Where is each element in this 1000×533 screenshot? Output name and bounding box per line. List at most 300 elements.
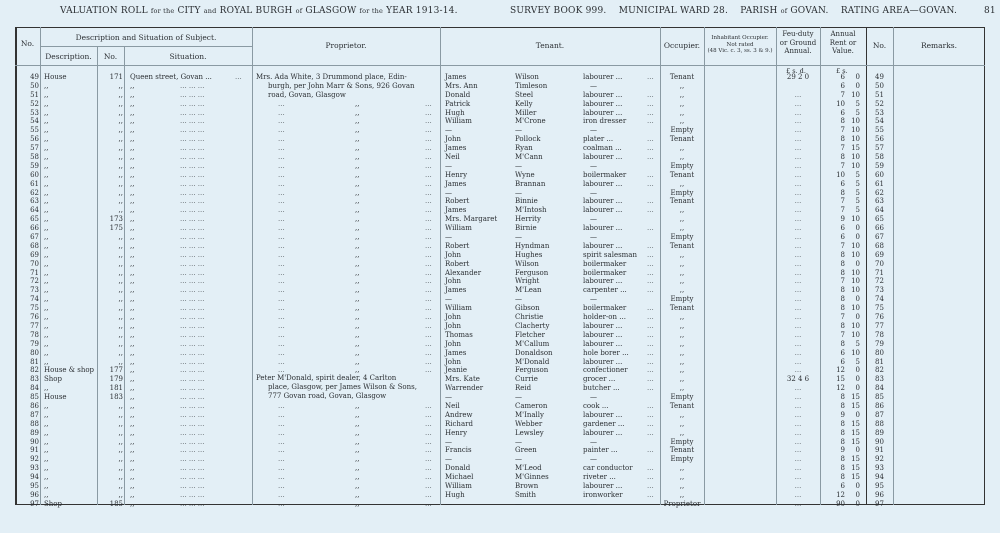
proprietor-ditto: ,, (355, 108, 360, 117)
rent-pounds: 8 (840, 428, 845, 437)
description: ,, (44, 99, 49, 108)
tenant-occupation: boilermaker (583, 170, 627, 179)
description: ,, (44, 153, 49, 162)
tenant-surname: Wilson (515, 259, 539, 268)
rent-pounds: 8 (840, 401, 845, 410)
entry-number-right: 79 (875, 339, 884, 348)
table-row (0, 91, 1000, 100)
occupier-status: Proprietor (663, 499, 701, 508)
tenant-first-name: John (445, 357, 462, 366)
tenant-occupation: iron dresser (583, 117, 627, 126)
entry-number: 56 (30, 135, 39, 144)
tenant-first-name: John (445, 135, 462, 144)
feu-duty: ... (794, 428, 802, 437)
situation: ,, (130, 126, 135, 135)
tenant-first-name: — (445, 188, 452, 197)
tenant-surname: Ferguson (515, 268, 549, 277)
tenant-surname: Cameron (515, 401, 548, 410)
rent-shillings: 5 (855, 339, 860, 348)
situation: ,, (130, 286, 135, 295)
feu-duty: ... (794, 295, 802, 304)
table-row (0, 482, 1000, 491)
situation: ,, (130, 366, 135, 375)
rent-shillings: 0 (855, 295, 860, 304)
situation: ,, (130, 250, 135, 259)
occupation-leader: ... (647, 286, 654, 295)
feu-duty: ... (794, 304, 802, 313)
rent-pounds: 8 (840, 473, 845, 482)
proprietor-leader: ... (425, 330, 432, 339)
rent-shillings: 5 (855, 206, 860, 215)
situation: ,, (130, 304, 135, 313)
table-row (0, 340, 1000, 349)
occupation-leader: ... (647, 90, 654, 99)
feu-line: or Ground (779, 38, 817, 47)
proprietor-line: Peter M'Donald, spirit dealer, 4 Carlton (256, 374, 397, 383)
occupier-status: ,, (679, 428, 685, 437)
rent-shillings: 10 (851, 90, 860, 99)
rent-shillings: 10 (851, 330, 860, 339)
feu-duty: ... (794, 321, 802, 330)
situation-leader: ... (235, 73, 242, 81)
occupier-status: ,, (679, 464, 685, 473)
table-row (0, 286, 1000, 295)
proprietor-leader: ... (278, 188, 285, 197)
occupation-leader: ... (647, 428, 654, 437)
tenant-occupation: confectioner (583, 366, 628, 375)
rent-shillings: 5 (855, 179, 860, 188)
col-header-no: No. (20, 39, 35, 48)
tenant-first-name: — (445, 161, 452, 170)
tenant-first-name: Hugh (445, 490, 465, 499)
tenant-first-name: Donald (445, 90, 471, 99)
proprietor-ditto: ,, (355, 215, 360, 224)
proprietor-ditto: ,, (355, 446, 360, 455)
entry-number: 62 (30, 188, 39, 197)
occupation-leader: ... (647, 153, 654, 162)
tenant-surname: M'Cann (515, 153, 543, 162)
tenant-surname: — (515, 161, 522, 170)
feu-duty: ... (794, 161, 802, 170)
street-number: ,, (118, 446, 123, 455)
description: ,, (44, 295, 49, 304)
entry-number-right: 50 (875, 81, 884, 90)
entry-number-right: 89 (875, 428, 884, 437)
entry-number: 92 (30, 455, 39, 464)
situation: ,, (130, 348, 135, 357)
situation: ,, (130, 179, 135, 188)
rent-shillings: 15 (851, 437, 860, 446)
tenant-surname: Steel (515, 90, 534, 99)
occupier-status: ,, (679, 153, 685, 162)
table-row (0, 411, 1000, 420)
tenant-occupation: labourer ... (583, 224, 623, 233)
feu-duty: ... (794, 277, 802, 286)
tenant-surname: — (515, 126, 522, 135)
feu-units: £ s. d. (786, 67, 806, 75)
entry-number: 75 (30, 304, 39, 313)
title-part: for the (359, 7, 384, 15)
rent-shillings: 5 (855, 188, 860, 197)
street-number: 177 (109, 366, 123, 375)
description: ,, (44, 437, 49, 446)
entry-number: 91 (30, 446, 39, 455)
proprietor-leader: ... (425, 357, 432, 366)
tenant-surname: — (515, 233, 522, 242)
description: ,, (44, 481, 49, 490)
tenant-surname: Fletcher (515, 330, 545, 339)
feu-duty: ... (794, 179, 802, 188)
rent-shillings: 0 (855, 81, 860, 90)
street-number: ,, (118, 250, 123, 259)
occupation-leader: ... (647, 348, 654, 357)
entry-number: 63 (30, 197, 39, 206)
occupation-leader: ... (647, 313, 654, 322)
occupation-leader: ... (647, 384, 654, 393)
street-number: 173 (109, 215, 123, 224)
proprietor-leader: ... (425, 339, 432, 348)
occupier-status: Empty (670, 161, 694, 170)
proprietor-ditto: ,, (355, 366, 360, 375)
proprietor-ditto: ,, (355, 179, 360, 188)
situation: ,, (130, 117, 135, 126)
proprietor-leader: ... (425, 455, 432, 464)
rent-shillings: 0 (855, 481, 860, 490)
rent-pounds: 8 (840, 188, 845, 197)
occupation-leader: ... (647, 179, 654, 188)
rent-pounds: 8 (840, 393, 845, 402)
street-number: ,, (118, 277, 123, 286)
rent-pounds: 10 (836, 99, 845, 108)
entry-number: 53 (30, 108, 39, 117)
proprietor-leader: ... (278, 206, 285, 215)
entry-number-right: 54 (875, 117, 884, 126)
occupier-status: ,, (679, 330, 685, 339)
situation: ,, (130, 321, 135, 330)
table-row (0, 73, 1000, 82)
tenant-first-name: John (445, 313, 462, 322)
occupier-status: ,, (679, 117, 685, 126)
rent-pounds: 12 (836, 490, 845, 499)
rent-shillings: 0 (855, 490, 860, 499)
occupier-status: ,, (679, 259, 685, 268)
entry-number: 79 (30, 339, 39, 348)
entry-number: 60 (30, 170, 39, 179)
proprietor-leader: ... (278, 215, 285, 224)
title-part: CITY (177, 6, 201, 16)
proprietor-ditto: ,, (355, 250, 360, 259)
table-row (0, 171, 1000, 180)
situation: ,, (130, 464, 135, 473)
street-number: ,, (118, 419, 123, 428)
feu-duty: ... (794, 153, 802, 162)
entry-number: 86 (30, 401, 39, 410)
tenant-first-name: Michael (445, 473, 474, 482)
situation: ,, (130, 490, 135, 499)
tenant-surname: Hyndman (515, 241, 550, 250)
proprietor-leader: ... (278, 321, 285, 330)
tenant-surname: Wyne (515, 170, 535, 179)
tenant-occupation: grocer ... (583, 375, 616, 384)
proprietor-ditto: ,, (355, 135, 360, 144)
entry-number: 84 (30, 384, 39, 393)
rent-units: £ s. (836, 67, 848, 75)
table-row (0, 429, 1000, 438)
tenant-first-name: Alexander (445, 268, 482, 277)
tenant-surname: Binnie (515, 197, 538, 206)
description: ,, (44, 473, 49, 482)
tenant-occupation: labourer ... (583, 90, 623, 99)
tenant-occupation: boilermaker (583, 259, 627, 268)
entry-number: 59 (30, 161, 39, 170)
entry-number: 61 (30, 179, 39, 188)
entry-number: 55 (30, 126, 39, 135)
situation: ,, (130, 188, 135, 197)
table-row (0, 304, 1000, 313)
description: ,, (44, 348, 49, 357)
tenant-surname: — (515, 188, 522, 197)
proprietor-ditto: ,, (355, 490, 360, 499)
entry-number-right: 96 (875, 490, 884, 499)
tenant-occupation: — (590, 393, 597, 402)
proprietor-ditto: ,, (355, 188, 360, 197)
entry-number-right: 65 (875, 215, 884, 224)
table-row (0, 215, 1000, 224)
proprietor-leader: ... (278, 348, 285, 357)
situation-leader: ... ... ... (180, 286, 205, 295)
parish-name: GOVAN. (790, 6, 829, 16)
street-number: ,, (118, 179, 123, 188)
situation: ,, (130, 499, 135, 508)
tenant-occupation: labourer ... (583, 241, 623, 250)
table-row (0, 189, 1000, 198)
street-number: ,, (118, 90, 123, 99)
proprietor-ditto: ,, (355, 206, 360, 215)
situation-leader: ... ... ... (180, 393, 205, 402)
rent-shillings: 0 (855, 73, 860, 81)
situation: ,, (130, 215, 135, 224)
tenant-first-name: — (445, 233, 452, 242)
feu-duty: ... (794, 490, 802, 499)
tenant-occupation: labourer ... (583, 108, 623, 117)
street-number: ,, (118, 437, 123, 446)
description: ,, (44, 304, 49, 313)
proprietor-ditto: ,, (355, 428, 360, 437)
entry-number-right: 60 (875, 170, 884, 179)
situation-leader: ... ... ... (180, 81, 205, 90)
occupier-status: Empty (670, 437, 694, 446)
proprietor-leader: ... (278, 339, 285, 348)
description: ,, (44, 384, 49, 393)
tenant-surname: Wright (515, 277, 540, 286)
proprietor-ditto: ,, (355, 295, 360, 304)
street-number: 179 (109, 375, 123, 384)
proprietor-leader: ... (425, 144, 432, 153)
feu-duty: 29 2 0 (786, 73, 810, 81)
tenant-surname: Pollock (515, 135, 541, 144)
rent-shillings: 5 (855, 99, 860, 108)
tenant-surname: Lewsley (515, 428, 544, 437)
situation-leader: ... ... ... (180, 446, 205, 455)
feu-duty: ... (794, 437, 802, 446)
table-row (0, 438, 1000, 447)
description: ,, (44, 490, 49, 499)
proprietor-ditto: ,, (355, 321, 360, 330)
proprietor-ditto: ,, (355, 339, 360, 348)
tenant-occupation: labourer ... (583, 357, 623, 366)
entry-number-right: 49 (875, 73, 884, 81)
feu-duty: ... (794, 188, 802, 197)
entry-number-right: 82 (875, 366, 884, 375)
situation-leader: ... ... ... (180, 473, 205, 482)
proprietor-leader: ... (425, 135, 432, 144)
situation-leader: ... ... ... (180, 428, 205, 437)
tenant-occupation: labourer ... (583, 410, 623, 419)
feu-duty: ... (794, 241, 802, 250)
rent-pounds: 7 (840, 90, 845, 99)
table-row (0, 393, 1000, 402)
tenant-surname: M'Lean (515, 286, 542, 295)
rent-shillings: 0 (855, 446, 860, 455)
tenant-first-name: William (445, 304, 472, 313)
situation-leader: ... ... ... (180, 410, 205, 419)
tenant-first-name: William (445, 117, 472, 126)
entry-number-right: 75 (875, 304, 884, 313)
rent-pounds: 6 (840, 357, 845, 366)
situation: ,, (130, 153, 135, 162)
street-number: ,, (118, 481, 123, 490)
rent-pounds: 6 (840, 81, 845, 90)
table-row (0, 313, 1000, 322)
situation-leader: ... ... ... (180, 401, 205, 410)
inhabitant-line: Not rated (726, 41, 754, 48)
occupier-status: ,, (679, 384, 685, 393)
proprietor-ditto: ,, (355, 437, 360, 446)
situation: ,, (130, 410, 135, 419)
occupier-status: Empty (670, 455, 694, 464)
tenant-first-name: Hugh (445, 108, 465, 117)
entry-number: 83 (30, 375, 39, 384)
situation-leader: ... ... ... (180, 135, 205, 144)
feu-duty: ... (794, 401, 802, 410)
situation-leader: ... ... ... (180, 339, 205, 348)
entry-number: 85 (30, 393, 39, 402)
proprietor-ditto: ,, (355, 153, 360, 162)
rent-pounds: 7 (840, 241, 845, 250)
occupier-status: ,, (679, 481, 685, 490)
entry-number-right: 73 (875, 286, 884, 295)
street-number: ,, (118, 313, 123, 322)
tenant-first-name: James (445, 73, 467, 81)
occupier-status: ,, (679, 348, 685, 357)
rent-shillings: 10 (851, 153, 860, 162)
table-row (0, 242, 1000, 251)
situation-leader: ... ... ... (180, 117, 205, 126)
proprietor-ditto: ,, (355, 286, 360, 295)
tenant-first-name: Robert (445, 197, 470, 206)
entry-number: 49 (30, 73, 39, 81)
proprietor-leader: ... (425, 277, 432, 286)
proprietor-leader: ... (425, 233, 432, 242)
description: ,, (44, 357, 49, 366)
rent-pounds: 8 (840, 321, 845, 330)
description: ,, (44, 339, 49, 348)
occupier-status: ,, (679, 321, 685, 330)
street-number: ,, (118, 473, 123, 482)
entry-number-right: 72 (875, 277, 884, 286)
situation-leader: ... ... ... (180, 419, 205, 428)
parish-of: of (780, 7, 788, 15)
table-row (0, 358, 1000, 367)
occupation-leader: ... (647, 144, 654, 153)
rent-shillings: 15 (851, 455, 860, 464)
proprietor-leader: ... (425, 490, 432, 499)
feu-duty: ... (794, 224, 802, 233)
table-row (0, 269, 1000, 278)
table-row (0, 491, 1000, 500)
entry-number: 89 (30, 428, 39, 437)
rent-pounds: 12 (836, 384, 845, 393)
situation-leader: ... ... ... (180, 108, 205, 117)
occupier-status: Tenant (669, 304, 695, 313)
tenant-surname: Currie (515, 375, 538, 384)
entry-number: 69 (30, 250, 39, 259)
tenant-first-name: James (445, 348, 467, 357)
description: ,, (44, 428, 49, 437)
rent-pounds: 8 (840, 455, 845, 464)
rent-shillings: 0 (855, 259, 860, 268)
tenant-first-name: John (445, 339, 462, 348)
street-number: ,, (118, 357, 123, 366)
proprietor-leader: ... (278, 277, 285, 286)
entry-number: 94 (30, 473, 39, 482)
proprietor-leader: ... (278, 126, 285, 135)
description: ,, (44, 108, 49, 117)
street-number: ,, (118, 153, 123, 162)
proprietor-ditto: ,, (355, 401, 360, 410)
rent-pounds: 9 (840, 215, 845, 224)
situation-leader: ... ... ... (180, 170, 205, 179)
occupation-leader: ... (647, 224, 654, 233)
occupier-status: ,, (679, 250, 685, 259)
entry-number-right: 95 (875, 481, 884, 490)
situation-leader: ... ... ... (180, 499, 205, 508)
tenant-surname: Birnie (515, 224, 537, 233)
tenant-occupation: labourer ... (583, 277, 623, 286)
proprietor-leader: ... (278, 419, 285, 428)
description: ,, (44, 250, 49, 259)
table-row (0, 180, 1000, 189)
tenant-first-name: Francis (445, 446, 472, 455)
tenant-first-name: Robert (445, 259, 470, 268)
proprietor-leader: ... (425, 428, 432, 437)
proprietor-leader: ... (278, 313, 285, 322)
rent-shillings: 0 (855, 375, 860, 384)
col-header-feu-duty (776, 30, 820, 56)
rent-shillings: 10 (851, 241, 860, 250)
proprietor-leader: ... (425, 304, 432, 313)
situation-leader: ... ... ... (180, 277, 205, 286)
street-number: ,, (118, 295, 123, 304)
tenant-surname: Ryan (515, 144, 533, 153)
col-header-tenant: Tenant. (535, 41, 565, 50)
entry-number-right: 90 (875, 437, 884, 446)
tenant-surname: M'Inally (515, 410, 544, 419)
proprietor-leader: ... (425, 153, 432, 162)
tenant-first-name: Jeanie (445, 366, 468, 375)
description: ,, (44, 161, 49, 170)
situation: ,, (130, 401, 135, 410)
